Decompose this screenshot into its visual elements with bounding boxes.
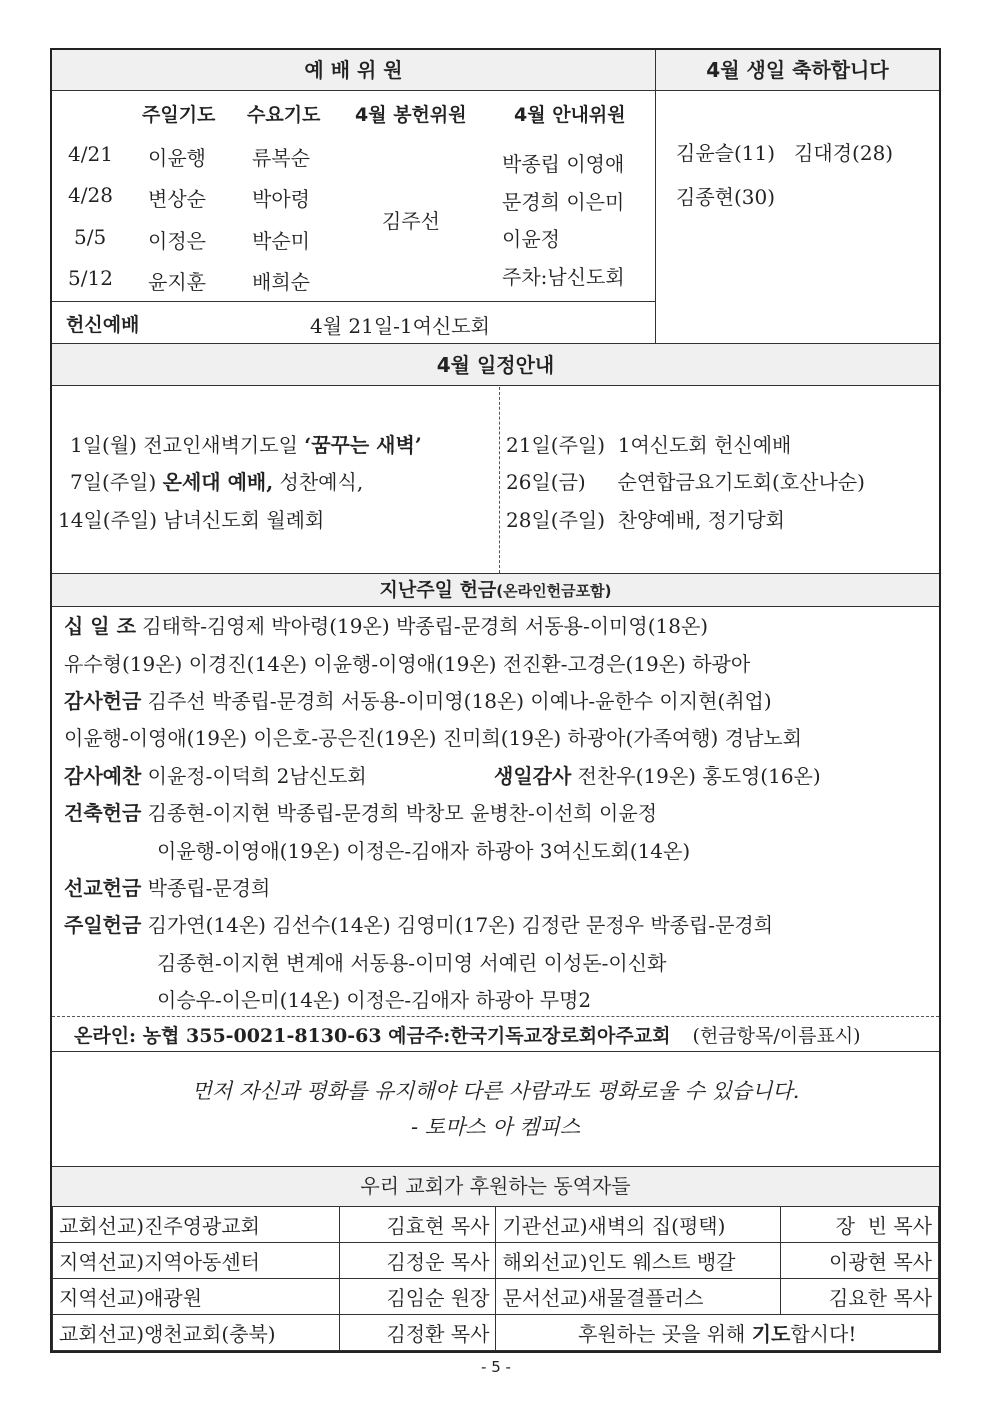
- supported-pastor: 김정환 목사: [339, 1315, 496, 1351]
- supported-table: [52, 1206, 939, 1351]
- supported-header: 우리 교회가 후원하는 동역자들: [52, 1167, 939, 1206]
- supported-mission: 지역선교)애광원: [53, 1279, 340, 1315]
- usher-line: 주차:남신도회: [502, 265, 625, 289]
- row-sunday: 이정은: [148, 229, 206, 253]
- bulletin-page: [50, 48, 941, 1353]
- row-sunday: 윤지훈: [148, 270, 206, 294]
- offering-line: 이윤행-이영애(19온) 이은호-공은진(19온) 진미희(19온) 하광아(가족여행) 경남노회: [64, 726, 802, 750]
- table-row: [53, 1315, 939, 1351]
- usher-line: 박종립 이영애: [502, 152, 625, 176]
- supported-mission: 교회선교)앵천교회(충북): [53, 1315, 340, 1351]
- col-offering-committee: 4월 봉헌위원: [355, 104, 467, 126]
- schedule-item: 14일(주일) 남녀신도회 월례회: [58, 508, 325, 532]
- table-row: [53, 1279, 939, 1315]
- col-usher-committee: 4월 안내위원: [514, 104, 626, 126]
- row-wednesday: 박아령: [252, 187, 310, 211]
- supported-pastor: 김정운 목사: [339, 1243, 496, 1279]
- schedule-item: 28일(주일) 찬양예배, 정기당회: [506, 508, 786, 532]
- dedication-value: 4월 21일-1여신도회: [310, 314, 490, 338]
- supported-closing: 후원하는 곳을 위해 기도합시다!: [496, 1315, 939, 1351]
- offering-line: 선교헌금 박종립-문경희: [64, 876, 271, 900]
- row-date: 4/28: [68, 183, 113, 207]
- birthday-line: 김종현(30): [676, 185, 776, 209]
- page-number: - 5 -: [481, 1358, 511, 1376]
- offering-line: 감사예찬 이윤정-이덕희 2남신도회: [64, 764, 367, 788]
- schedule-item: 1일(월) 전교인새벽기도일 ‘꿈꾸는 새벽’: [70, 433, 422, 457]
- offering-line: 이승우-이은미(14온) 이정은-김애자 하광아 무명2: [157, 988, 592, 1012]
- schedule-item: 21일(주일) 1여신도회 헌신예배: [506, 433, 792, 457]
- usher-line: 문경희 이은미: [502, 190, 625, 214]
- birthday-header: 4월 생일 축하합니다: [656, 50, 939, 91]
- supported-mission: 지역선교)지역아동센터: [53, 1243, 340, 1279]
- offering-line: 건축헌금 김종현-이지현 박종립-문경희 박창모 윤병찬-이선희 이윤정: [64, 801, 658, 825]
- offering-line: 십 일 조 김태학-김영제 박아령(19온) 박종립-문경희 서동용-이미영(18온): [64, 614, 709, 638]
- offering-line: 유수형(19온) 이경진(14온) 이윤행-이영애(19온) 전진환-고경은(19온) 하광아: [64, 652, 751, 676]
- table-row: [53, 1207, 939, 1243]
- schedule-item: 7일(주일) 온세대 예배, 성찬예식,: [70, 470, 364, 494]
- supported-pastor: 김요한 목사: [781, 1279, 939, 1315]
- online-account: 온라인: 농협 355-0021-8130-63 예금주:한국기독교장로회아주교회 (헌금항목/이름표시): [74, 1025, 861, 1047]
- row-date: 5/5: [74, 225, 107, 249]
- quote-text: 먼저 자신과 평화를 유지해야 다른 사람과도 평화로울 수 있습니다.: [191, 1079, 800, 1103]
- supported-pastor: 김임순 원장: [339, 1279, 496, 1315]
- supported-mission: 교회선교)진주영광교회: [53, 1207, 340, 1243]
- supported-pastor: 장 빈 목사: [781, 1207, 939, 1243]
- supported-mission: 문서선교)새물결플러스: [496, 1279, 781, 1315]
- offering-birthday: 생일감사 전찬우(19온) 홍도영(16온): [494, 764, 821, 788]
- supported-mission: 기관선교)새벽의 집(평택): [496, 1207, 781, 1243]
- dedication-label: 헌신예배: [66, 314, 140, 336]
- supported-mission: 해외선교)인도 웨스트 뱅갈: [496, 1243, 781, 1279]
- row-sunday: 이윤행: [148, 146, 206, 170]
- row-date: 5/12: [68, 266, 113, 290]
- birthday-line: 김윤슬(11) 김대경(28): [676, 141, 894, 165]
- schedule-header: 4월 일정안내: [52, 344, 939, 386]
- row-wednesday: 류복순: [252, 146, 310, 170]
- offering-line: 김종현-이지현 변계애 서동용-이미영 서예린 이성돈-이신화: [157, 951, 667, 975]
- supported-pastor: 이광현 목사: [781, 1243, 939, 1279]
- row-date: 4/21: [68, 142, 113, 166]
- offering-header: 지난주일 헌금(온라인헌금포함): [52, 574, 939, 607]
- col-wednesday-prayer: 수요기도: [247, 104, 321, 126]
- offering-line: 감사헌금 김주선 박종립-문경희 서동용-이미영(18온) 이예나-윤한수 이지현(취업): [64, 689, 772, 713]
- schedule-item: 26일(금) 순연합금요기도회(호산나순): [506, 470, 865, 494]
- quote-author: - 토마스 아 켐피스: [410, 1115, 581, 1139]
- offering-member: 김주선: [382, 209, 440, 233]
- offering-line: 주일헌금 김가연(14온) 김선수(14온) 김영미(17온) 김정란 문정우 박종립-문경희: [64, 913, 774, 937]
- worship-header: 예 배 위 원: [52, 50, 655, 91]
- offering-line: 이윤행-이영애(19온) 이정은-김애자 하광아 3여신도회(14온): [157, 839, 691, 863]
- row-wednesday: 배희순: [252, 270, 310, 294]
- table-row: [53, 1243, 939, 1279]
- row-sunday: 변상순: [148, 187, 206, 211]
- row-wednesday: 박순미: [252, 229, 310, 253]
- col-sunday-prayer: 주일기도: [142, 104, 216, 126]
- supported-pastor: 김효현 목사: [339, 1207, 496, 1243]
- usher-line: 이윤정: [502, 227, 560, 251]
